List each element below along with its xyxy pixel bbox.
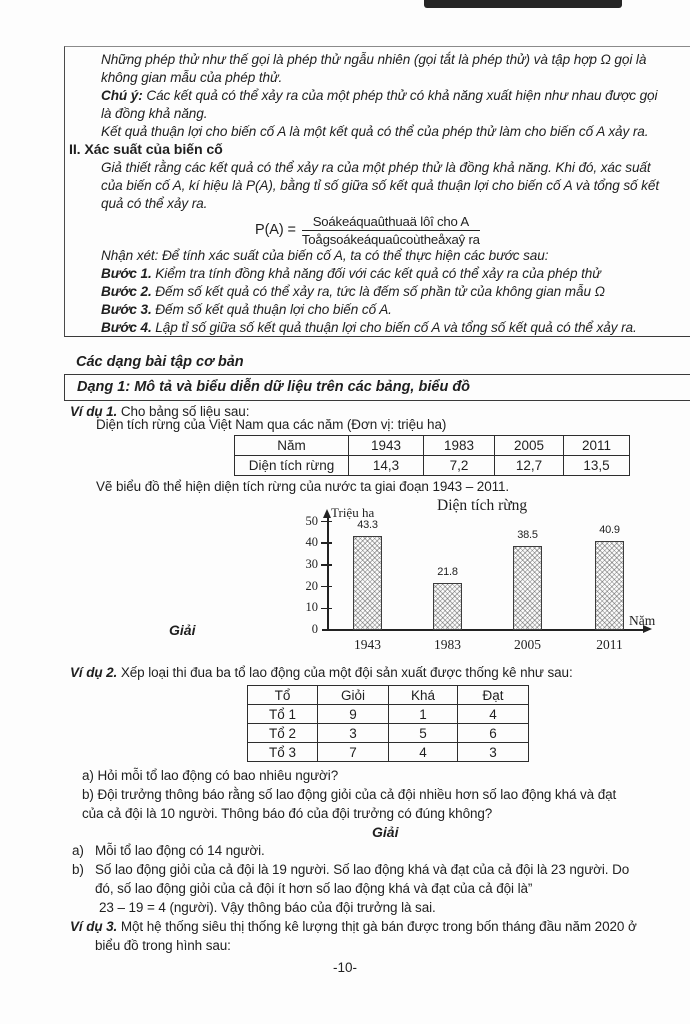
y-axis-label: Triệu ha	[331, 505, 375, 520]
x-category-label: 2005	[514, 637, 541, 652]
bold-lead: Bước 4.	[101, 320, 152, 335]
theory-box	[64, 46, 690, 337]
x-axis-arrow	[643, 625, 652, 633]
table-cell: 4	[458, 705, 529, 724]
table-row	[248, 705, 529, 724]
chart-bar	[595, 541, 624, 630]
example2-answer-a: a) Mỗi tổ lao động có 14 người.	[72, 843, 265, 858]
table-row	[235, 456, 630, 476]
text-line: Chú ý: Các kết quả có thể xảy ra của một phép thử có khả năng xuất hiện như nhau được gọi	[101, 88, 658, 103]
text-line: quả có thể xảy ra.	[101, 196, 208, 211]
table-row	[248, 686, 529, 705]
formula-denominator: Toågsoákeáquaûcoùtheåxaŷ ra	[301, 231, 480, 247]
theory-steps-lines	[65, 247, 690, 337]
text-line: Nhận xét: Để tính xác suất của biến cố A, ta có thể thực hiện các bước sau:	[101, 248, 549, 263]
example3-line2: biểu đồ trong hình sau:	[95, 938, 231, 953]
table-cell: 7	[318, 743, 389, 762]
bold-lead: Chú ý:	[101, 88, 143, 103]
y-tick	[321, 521, 332, 523]
table-cell: 7,2	[424, 456, 495, 476]
example1-title: Ví dụ 1. Cho bảng số liệu sau:	[70, 404, 250, 419]
table-cell: Năm	[235, 436, 349, 456]
y-tick-label: 10	[305, 600, 318, 615]
dang1-title: Dạng 1: Mô tả và biểu diễn dữ liệu trên các bảng, biểu đồ	[77, 379, 471, 395]
table-cell: Khá	[389, 686, 458, 705]
table-cell: 1	[389, 705, 458, 724]
text-line: Bước 1. Kiểm tra tính đồng khả năng đối với các kết quả có thể xảy ra của phép thử	[101, 266, 601, 281]
table-cell: 9	[318, 705, 389, 724]
y-axis-arrow	[323, 509, 331, 518]
table-cell: 3	[458, 743, 529, 762]
chart-bar	[353, 536, 382, 630]
table-cell: 4	[389, 743, 458, 762]
text-line: Bước 2. Đếm số kết quả có thể xảy ra, tức là đếm số phần tử của không gian mẫu Ω	[101, 284, 605, 299]
y-tick-label: 30	[305, 556, 318, 571]
formula-fraction	[302, 214, 480, 247]
table-cell: 2011	[564, 436, 630, 456]
y-tick-label: 50	[305, 513, 318, 528]
table-cell: Tổ 2	[248, 724, 318, 743]
table-cell: Diện tích rừng	[235, 456, 349, 476]
table-cell: Tổ 1	[248, 705, 318, 724]
x-category-label: 1943	[354, 637, 381, 652]
bold-lead: Bước 1.	[101, 266, 152, 281]
theory-pre-lines	[65, 51, 690, 141]
table-cell: 13,5	[564, 456, 630, 476]
basic-exercises-heading: Các dạng bài tập cơ bản	[76, 354, 244, 370]
dang1-box	[64, 374, 690, 401]
y-tick	[321, 564, 332, 566]
y-tick	[321, 608, 332, 610]
page-number: -10-	[332, 960, 357, 975]
text-line: Kết quả thuận lợi cho biến cố A là một kết quả có thể của phép thử làm cho biến cố A xảy ra.	[101, 124, 649, 139]
bar-value-label: 38.5	[517, 529, 538, 541]
bar-value-label: 21.8	[437, 566, 458, 578]
table-cell: 1983	[424, 436, 495, 456]
y-tick	[321, 586, 332, 588]
text-line: Bước 3. Đếm số kết quả thuận lợi cho biến cố A.	[101, 302, 392, 317]
table-cell: 12,7	[495, 456, 564, 476]
example1-caption: Diện tích rừng của Việt Nam qua các năm (Đơn vị: triệu ha)	[96, 417, 447, 432]
example3-title: Ví dụ 3. Một hệ thống siêu thị thống kê lượng thịt gà bán được trong bốn tháng đầu năm 2020 ở	[70, 919, 637, 934]
labor-rating-table	[247, 685, 529, 762]
text-line: Giả thiết rằng các kết quả có thể xảy ra của một phép thử là đồng khả năng. Khi đó, xác suất	[101, 160, 651, 175]
table-cell: 5	[389, 724, 458, 743]
chart-title: Diện tích rừng	[437, 497, 528, 514]
table-cell: Giỏi	[318, 686, 389, 705]
x-category-label: 1983	[434, 637, 461, 652]
y-tick-label: 20	[305, 578, 318, 593]
text-line: của biến cố A, kí hiệu là P(A), bằng tỉ số giữa số kết quả thuận lợi cho biến cố A và tổng số kết	[101, 178, 660, 193]
example2-question-b-line2: của cả đội là 10 người. Thông báo đó của đội trưởng có đúng không?	[82, 806, 493, 821]
example1-solution-label: Giải	[169, 622, 196, 638]
text-line: là đồng khả năng.	[101, 106, 208, 121]
y-tick-label: 40	[305, 535, 318, 550]
table-cell: 2005	[495, 436, 564, 456]
bold-lead: Bước 2.	[101, 284, 152, 299]
table-cell: 14,3	[349, 456, 424, 476]
bold-lead: Bước 3.	[101, 302, 152, 317]
example2-question-b-line1: b) Đội trưởng thông báo rằng số lao động giỏi của cả đội nhiều hơn số lao động khá và đạt	[82, 787, 617, 802]
forest-area-table	[234, 435, 630, 476]
table-cell: Tổ	[248, 686, 318, 705]
table-cell: Tổ 3	[248, 743, 318, 762]
formula-lhs: P(A) =	[255, 222, 296, 238]
example1-task: Vẽ biểu đồ thể hiện diện tích rừng của nước ta giai đoạn 1943 – 2011.	[96, 479, 510, 494]
bar-value-label: 43.3	[357, 519, 378, 531]
example2-solution-label: Giải	[372, 824, 399, 840]
x-axis-label: Năm	[629, 613, 656, 628]
text-line: Bước 4. Lập tỉ số giữa số kết quả thuận lợi cho biến cố A và tổng số kết quả có thể xảy ra.	[101, 320, 637, 335]
chart-bar	[513, 546, 542, 630]
section-heading-probability: II. Xác suất của biến cố	[69, 142, 223, 158]
example2-answer-b-line2: đó, số lao động giỏi của cả đội ít hơn số lao động khá và đạt của cả đội là”	[95, 881, 533, 896]
y-axis	[327, 516, 329, 630]
table-row	[235, 436, 630, 456]
formula-numerator: Soákeáquaûthuaä lôî cho A	[302, 214, 480, 231]
example2-title: Ví dụ 2. Xếp loại thi đua ba tổ lao động của một đội sản xuất được thống kê như sau:	[70, 665, 573, 680]
theory-mid-lines	[65, 159, 690, 213]
example2-answer-b-line3: 23 – 19 = 4 (người). Vậy thông báo của đội trưởng là sai.	[99, 900, 436, 915]
table-cell: 3	[318, 724, 389, 743]
example2-answer-b-line1: b) Số lao động giỏi của cả đội là 19 người. Số lao động khá và đạt của cả đội là 23 người. Do	[72, 862, 630, 877]
table-row	[248, 743, 529, 762]
x-category-label: 2011	[596, 637, 623, 652]
bar-value-label: 40.9	[599, 524, 620, 536]
text-line: Những phép thử như thế gọi là phép thử ngẫu nhiên (gọi tắt là phép thử) và tập hợp Ω gọi là	[101, 52, 647, 67]
chart-bar	[433, 583, 462, 630]
probability-formula	[255, 213, 690, 247]
scan-artifact-bar	[424, 0, 622, 8]
table-cell: 1943	[349, 436, 424, 456]
y-tick	[321, 542, 332, 544]
table-row	[248, 724, 529, 743]
table-cell: 6	[458, 724, 529, 743]
y-tick-label: 0	[311, 622, 318, 636]
text-line: không gian mẫu của phép thử.	[101, 70, 283, 85]
example2-question-a: a) Hỏi mỗi tổ lao động có bao nhiêu người?	[82, 768, 339, 783]
table-cell: Đạt	[458, 686, 529, 705]
